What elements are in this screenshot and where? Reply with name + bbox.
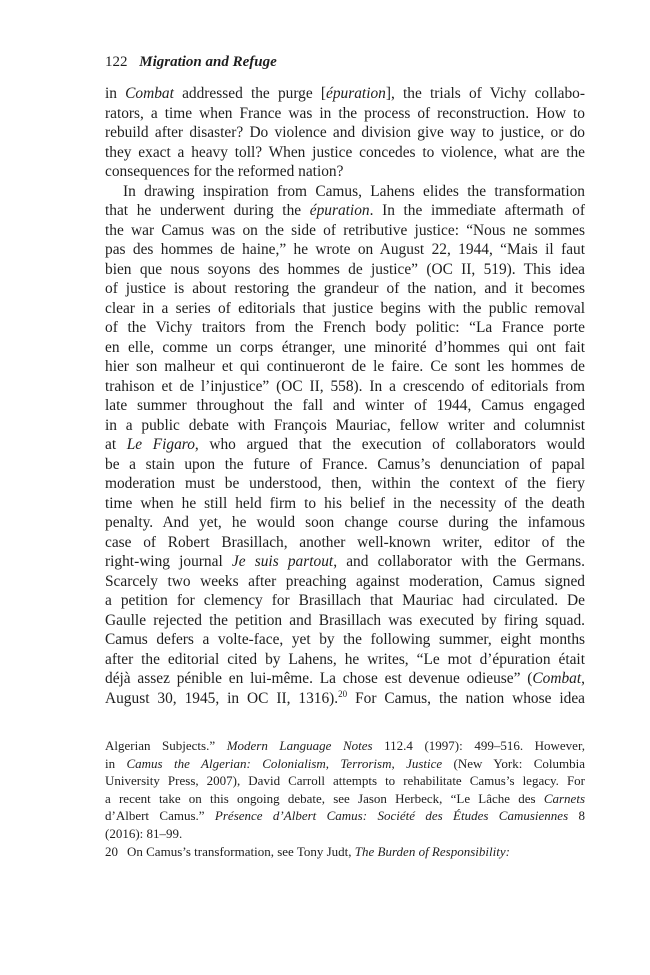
body-line xyxy=(105,299,585,319)
text-run: after the editorial cited by Lahens, he writes, “Le mot d’épuration était xyxy=(105,650,585,668)
text-run: they exact a heavy toll? When justice concedes to violence, what are the xyxy=(105,143,585,161)
text-run: d’Albert Camus.” xyxy=(105,808,215,824)
text-run: On Camus’s transformation, see Tony Judt, xyxy=(127,843,355,859)
italic-text: épuration xyxy=(309,202,370,219)
body-line xyxy=(105,630,585,650)
body-line xyxy=(105,338,585,358)
text-run: a recent take on this ongoing debate, see Jason Herbeck, “Le Lâche des xyxy=(105,790,544,806)
body-line xyxy=(105,182,585,202)
text-run: , and collaborator with the Germans. xyxy=(333,553,586,570)
body-line xyxy=(105,162,585,182)
body-line xyxy=(105,377,585,397)
text-run: in a public debate with François Mauriac, fellow writer and columnist xyxy=(105,416,585,434)
text-run: of justice is about restoring the grandeur of the nation, and it becomes xyxy=(105,280,585,297)
body-line xyxy=(105,396,585,416)
body-line xyxy=(105,123,585,143)
body-line xyxy=(105,474,585,494)
text-run: trahison et de l’injustice” (OC II, 558). In a crescendo of editorials from xyxy=(105,377,585,395)
text-run: pas des hommes de haine,” he wrote on August 22, 1944, “Mais il faut xyxy=(105,241,585,258)
text-run: be a stain upon the future of France. Camus’s denunciation of papal xyxy=(105,455,585,473)
body-line xyxy=(105,572,585,592)
body-text xyxy=(105,84,585,708)
footnote-line xyxy=(105,825,585,843)
body-line xyxy=(105,435,585,455)
body-line xyxy=(105,669,585,689)
text-run: that he underwent during the xyxy=(105,202,310,219)
footnote-line xyxy=(105,737,585,755)
text-run: late summer throughout the fall and winter of 1944, Camus engaged xyxy=(105,397,585,414)
text-run: at xyxy=(105,436,127,453)
text-run: déjà assez pénible en lui-même. La chose est devenue odieuse” ( xyxy=(105,670,533,687)
italic-text: Modern Language Notes xyxy=(226,738,373,753)
body-line xyxy=(105,221,585,241)
running-title: Migration and Refuge xyxy=(139,54,277,70)
body-line xyxy=(105,455,585,475)
text-run: time when he still held firm to his belief in the necessity of the death xyxy=(105,494,585,512)
italic-text: Je suis partout xyxy=(231,553,334,570)
footnote-reference: 20 xyxy=(338,688,348,699)
text-run: in xyxy=(105,755,127,771)
running-header xyxy=(105,52,277,72)
text-run: Gaulle rejected the petition and Brasillach was executed by firing squad. xyxy=(105,611,585,629)
italic-text: Combat xyxy=(125,85,174,102)
body-line xyxy=(105,689,585,709)
page-number: 122 xyxy=(105,54,128,70)
body-line xyxy=(105,513,585,533)
body-line xyxy=(105,357,585,377)
body-line xyxy=(105,494,585,514)
text-run: the war Camus was on the side of retributive justice: “Nous ne sommes xyxy=(105,221,585,239)
text-run: hier son malheur et qui continueront de le faire. Ce sont les hommes de xyxy=(105,358,585,375)
body-line xyxy=(105,591,585,611)
text-run: rebuild after disaster? Do violence and division give way to justice, or do xyxy=(105,124,585,141)
footnote-line xyxy=(105,755,585,773)
text-run: of the Vichy traitors from the French body politic: “La France porte xyxy=(105,319,585,336)
body-line xyxy=(105,260,585,280)
text-run: (New York: Columbia xyxy=(442,755,586,771)
body-line xyxy=(105,650,585,670)
body-line xyxy=(105,416,585,436)
body-line xyxy=(105,201,585,221)
text-run: University Press, 2007), David Carroll attempts to rehabilitate Camus’s legacy. For xyxy=(105,773,585,789)
text-run: clear in a series of editorials that justice begins with the public removal xyxy=(105,299,585,317)
footnotes xyxy=(105,737,585,860)
body-line xyxy=(105,240,585,260)
body-line xyxy=(105,143,585,163)
footnote-line xyxy=(105,843,585,861)
italic-text: The Burden of Responsibility: xyxy=(354,843,510,859)
text-run: (2016): 81–99. xyxy=(105,825,183,841)
text-run: bien que nous soyons des hommes de justice” (OC II, 519). This idea xyxy=(105,260,585,278)
footnote-line xyxy=(105,772,585,790)
body-line xyxy=(105,533,585,553)
footnote-line xyxy=(105,790,585,808)
text-run: , xyxy=(581,670,585,687)
text-run: Scarcely two weeks after preaching against moderation, Camus signed xyxy=(105,572,585,590)
text-run: , who argued that the execution of collaborators would xyxy=(194,436,586,453)
italic-text: Combat xyxy=(532,670,582,687)
body-line xyxy=(105,611,585,631)
text-run: Camus defers a volte-face, yet by the following summer, eight months xyxy=(105,631,585,648)
text-run: rators, a time when France was in the process of reconstruction. How to xyxy=(105,104,585,122)
footnote-line xyxy=(105,807,585,825)
text-run: addressed the purge [ xyxy=(173,85,327,102)
body-line xyxy=(105,552,585,572)
text-run: moderation must be understood, then, within the context of the fiery xyxy=(105,475,585,492)
text-run: . In the immediate aftermath of xyxy=(369,202,585,219)
italic-text: Camus the Algerian: Colonialism, Terrorism, Justice xyxy=(126,755,443,771)
text-run: Algerian Subjects.” xyxy=(105,738,227,753)
text-run: For Camus, the nation whose idea xyxy=(347,689,585,707)
text-run: right-wing journal xyxy=(105,553,232,570)
italic-text: Présence d’Albert Camus: Société des Études Camusiennes xyxy=(214,808,569,824)
text-run: en elle, comme un corps étranger, une minorité d’hommes qui ont fait xyxy=(105,338,585,356)
text-run: ], the trials of Vichy collabo- xyxy=(385,85,585,102)
italic-text: Le Figaro xyxy=(126,436,195,453)
footnote-number: 20 xyxy=(105,843,118,859)
text-run: in xyxy=(105,85,126,102)
text-run: consequences for the reformed nation? xyxy=(105,163,344,180)
body-line xyxy=(105,279,585,299)
text-run: In drawing inspiration from Camus, Lahens elides the transformation xyxy=(123,182,585,200)
text-run: case of Robert Brasillach, another well-known writer, editor of the xyxy=(105,533,585,551)
text-run: 112.4 (1997): 499–516. However, xyxy=(372,738,585,753)
italic-text: Carnets xyxy=(543,790,585,806)
body-line xyxy=(105,84,585,104)
body-line xyxy=(105,318,585,338)
text-run: penalty. And yet, he would soon change course during the infamous xyxy=(105,514,585,531)
text-run: a petition for clemency for Brasillach that Mauriac had circulated. De xyxy=(105,592,585,609)
italic-text: épuration xyxy=(326,85,386,102)
text-run: 8 xyxy=(568,808,586,824)
text-run: August 30, 1945, in OC II, 1316). xyxy=(105,689,339,707)
body-line xyxy=(105,104,585,124)
